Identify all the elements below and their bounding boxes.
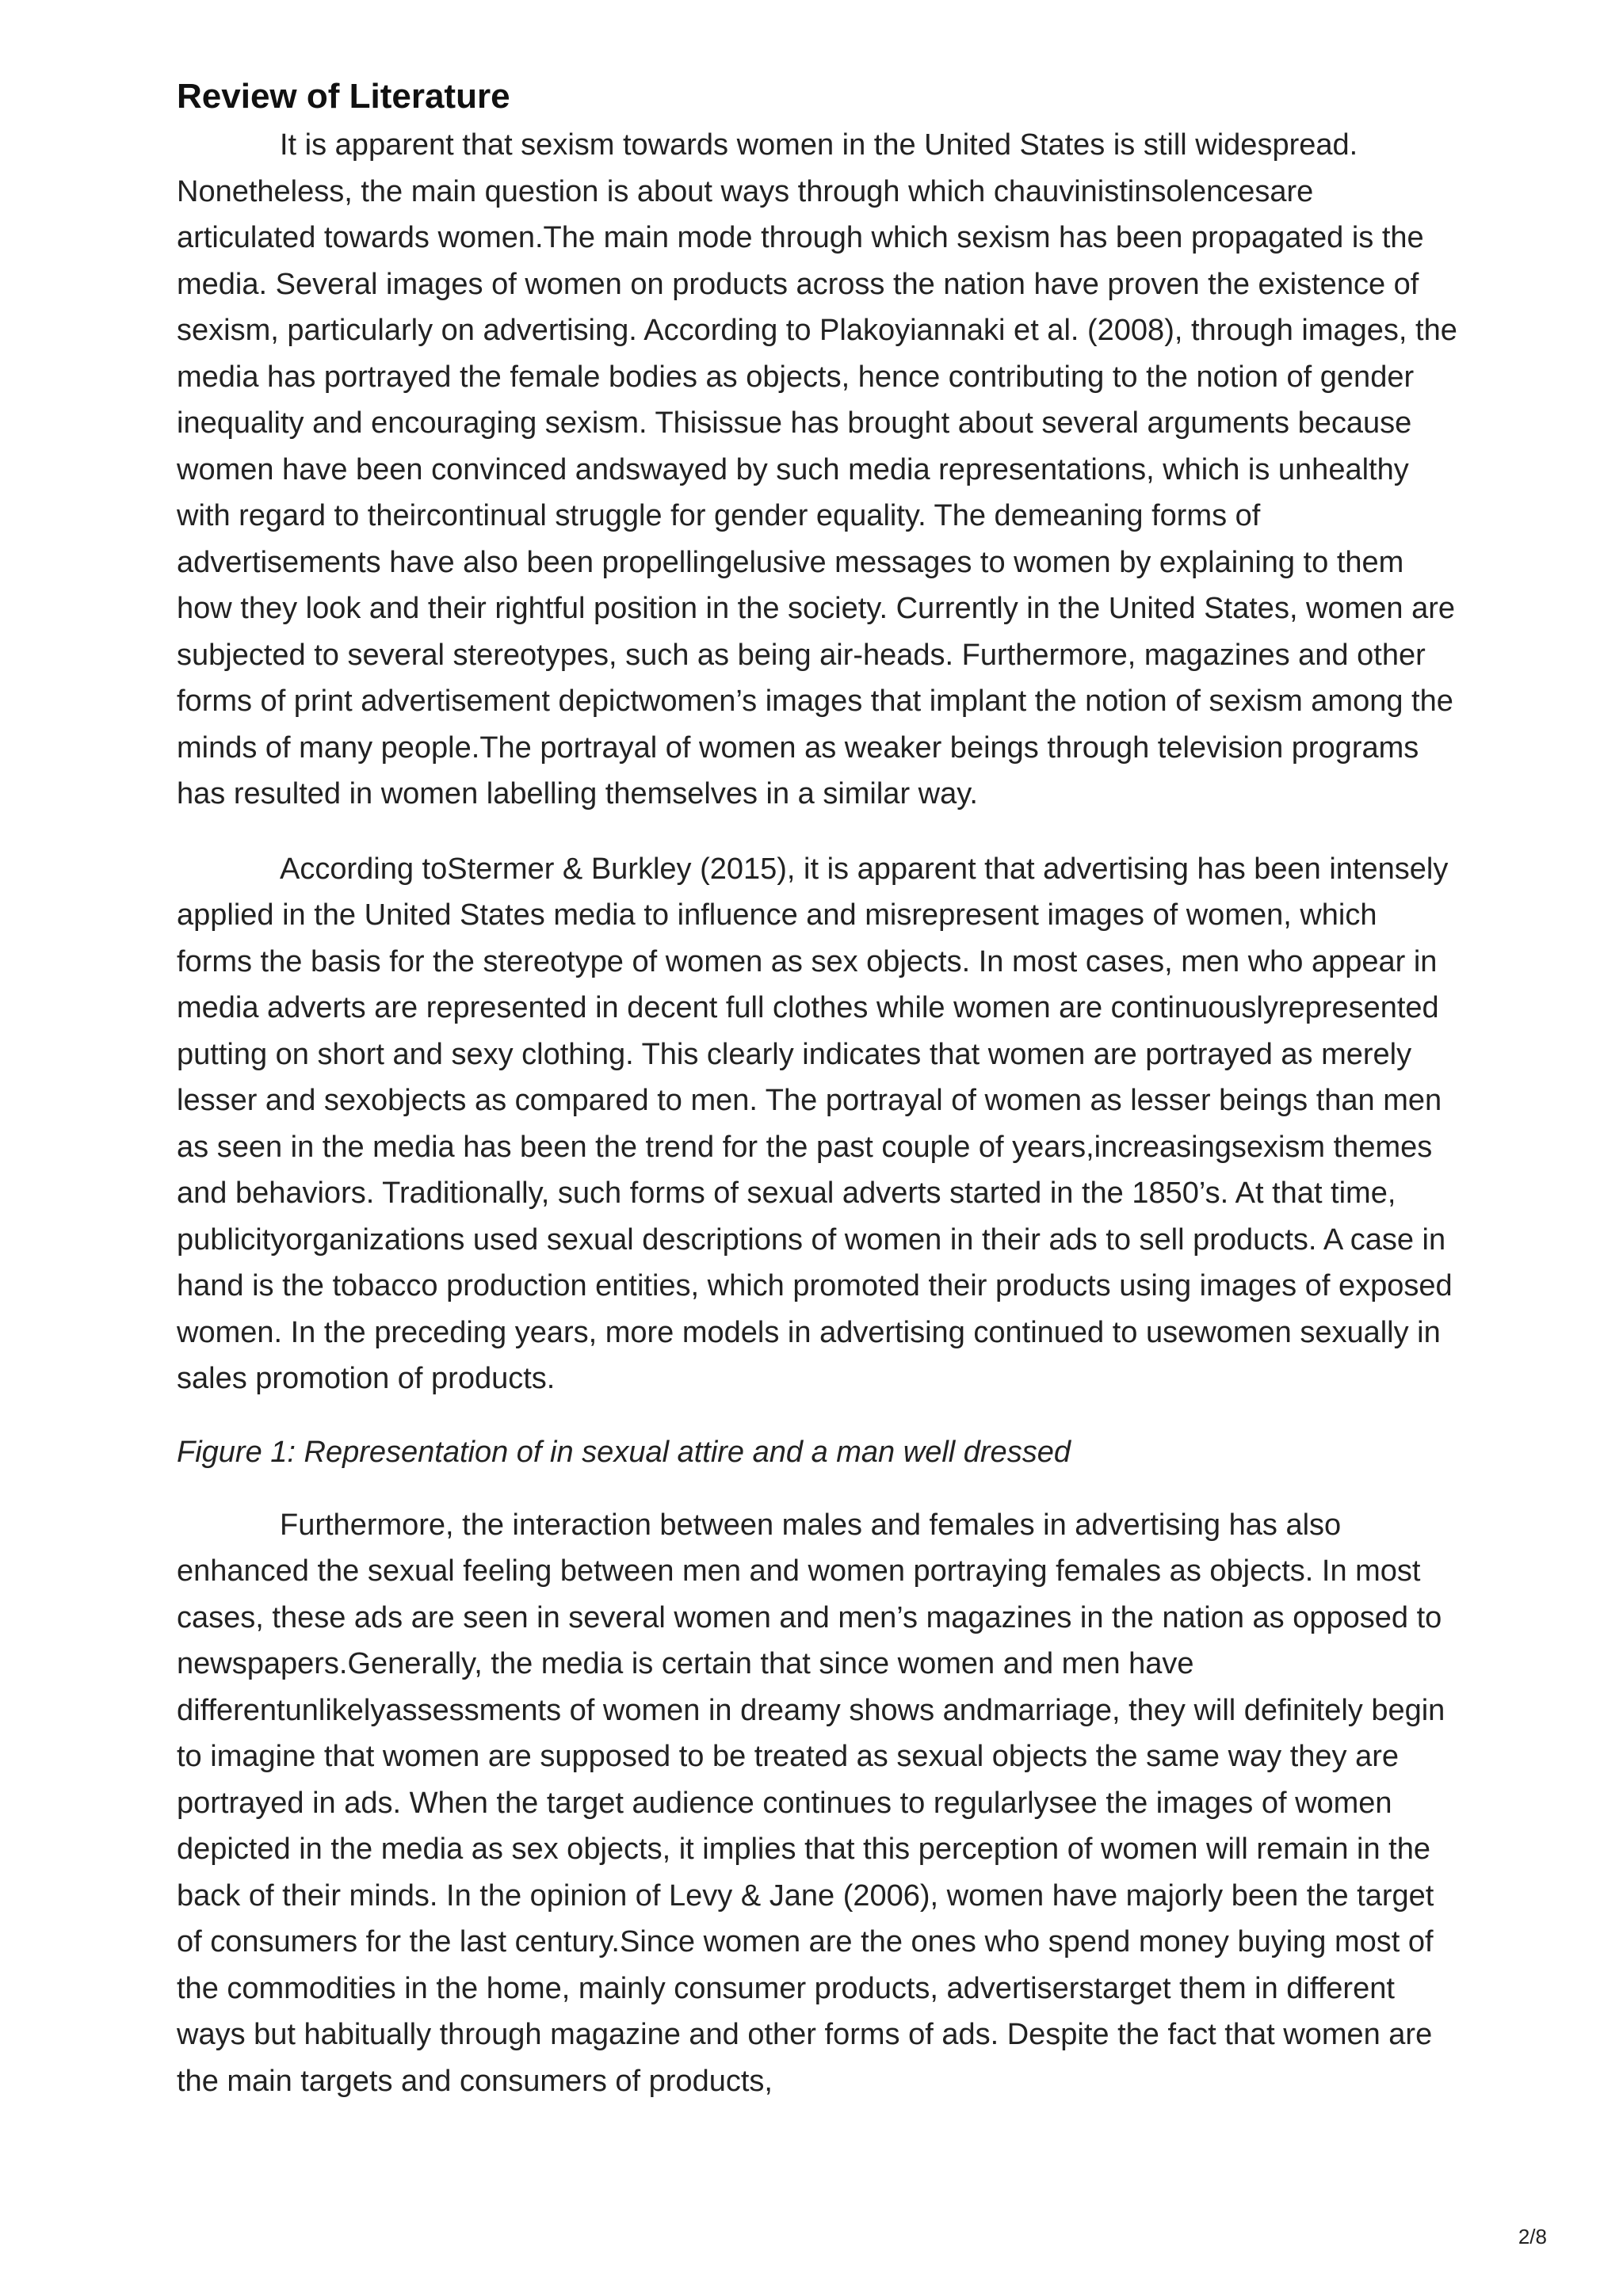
- page-number: 2/8: [1518, 2225, 1547, 2248]
- paragraph-1: It is apparent that sexism towards women in the United States is still widespread. Nonetheless, the main question is about ways through which chauvinistinsolencesare articulated towards women.The main mode through which sexism has been propagated is the media. Several images of women on products across the nation have proven the existence of sexism, particularly on advertising. According to Plakoyiannaki et al. (2008), through images, the media has portrayed the female bodies as objects, hence contributing to the notion of gender inequality and encouraging sexism. Thisissue has brought about several arguments because women have been convinced andswayed by such media representations, which is unhealthy with regard to theircontinual struggle for gender equality. The demeaning forms of advertisements have also been propellingelusive messages to women by explaining to them how they look and their rightful position in the society. Currently in the United States, women are subjected to several stereotypes, such as being air-heads. Furthermore, magazines and other forms of print advertisement depictwomen’s images that implant the notion of sexism among the minds of many people.The portrayal of women as weaker beings through television programs has resulted in women labelling themselves in a similar way.: [177, 128, 1457, 810]
- document-page: [177, 73, 1461, 2104]
- paragraph-2: According toStermer & Burkley (2015), it is apparent that advertising has been intensely applied in the United States media to influence and misrepresent images of women, which forms the basis for the stereotype of women as sex objects. In most cases, men who appear in media adverts are represented in decent full clothes while women are continuouslyrepresented putting on short and sexy clothing. This clearly indicates that women are portrayed as merely lesser and sexobjects as compared to men. The portrayal of women as lesser beings than men as seen in the media has been the trend for the past couple of years,increasingsexism themes and behaviors. Traditionally, such forms of sexual adverts started in the 1850’s. At that time, publicityorganizations used sexual descriptions of women in their ads to sell products. A case in hand is the tobacco production entities, which promoted their products using images of exposed women. In the preceding years, more models in advertising continued to usewomen sexually in sales promotion of products.: [177, 852, 1453, 1395]
- paragraph-3: Furthermore, the interaction between males and females in advertising has also enhanced the sexual feeling between men and women portraying females as objects. In most cases, these ads are seen in several women and men’s magazines in the nation as opposed to newspapers.Generally, the media is certain that since women and men have differentunlikelyassessments of women in dreamy shows andmarriage, they will definitely begin to imagine that women are supposed to be treated as sexual objects the same way they are portrayed in ads. When the target audience continues to regularlysee the images of women depicted in the media as sex objects, it implies that this perception of women will remain in the back of their minds. In the opinion of Levy & Jane (2006), women have majorly been the target of consumers for the last century.Since women are the ones who spend money buying most of the commodities in the home, mainly consumer products, advertiserstarget them in different ways but habitually through magazine and other forms of ads. Despite the fact that women are the main targets and consumers of products,: [177, 1508, 1445, 2098]
- figure-caption: Figure 1: Representation of in sexual attire and a man well dressed: [177, 1435, 1071, 1469]
- section-heading: Review of Literature: [177, 77, 510, 116]
